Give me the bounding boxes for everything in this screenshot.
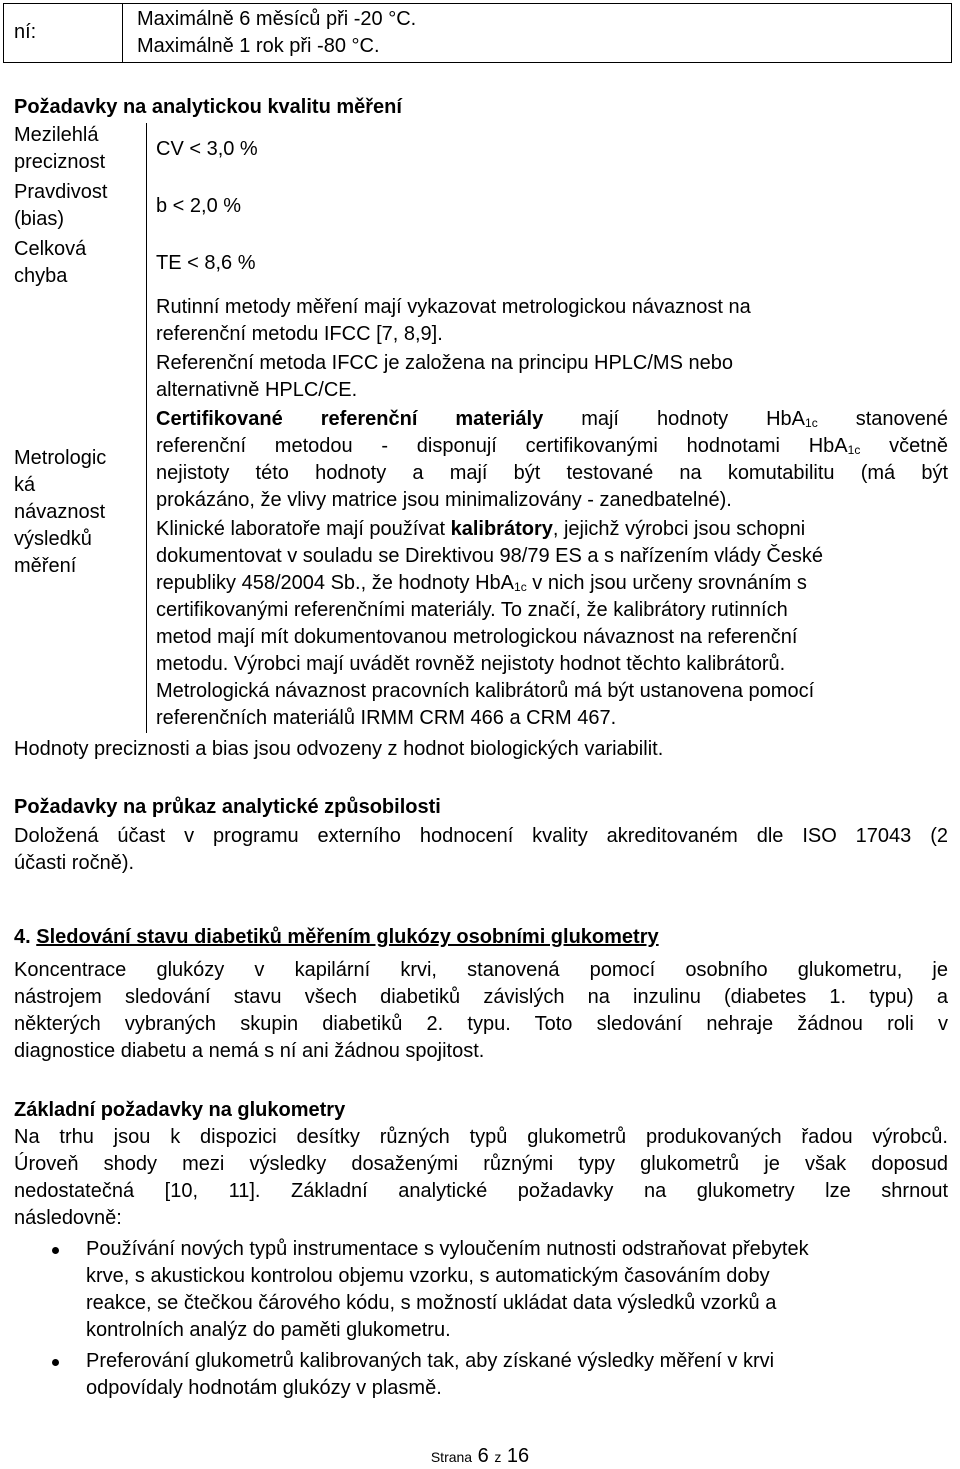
table-column-divider — [146, 123, 147, 733]
requirements-list — [14, 1236, 948, 1402]
bullet-icon — [52, 1359, 59, 1366]
bias-note: Hodnoty preciznosti a bias jsou odvozeny z hodnot biologických variabilit. — [14, 738, 664, 760]
metro-text-line: metodu. Výrobci mají uvádět rovněž nejistoty hodnot těchto kalibrátorů. — [156, 653, 786, 675]
metro-text-line: referenční metodu IFCC [7, 8,9]. — [156, 323, 443, 345]
metro-text-line: Certifikované referenční materiály mají hodnoty HbA$_{1c}$ stanovené — [156, 408, 948, 430]
bullet-icon — [52, 1247, 59, 1254]
metro-label-line: měření — [14, 555, 77, 577]
section-4-para-line: diagnostice diabetu a nemá s ní ani žádnou spojitost. — [14, 1040, 485, 1062]
analytic-heading: Požadavky na analytickou kvalitu měření — [14, 96, 402, 118]
row-label-line: preciznost — [14, 151, 106, 173]
basic-para-line: Úroveň shody mezi výsledky dosaženými různými typy glukometrů je však doposud — [14, 1153, 948, 1175]
list-item-line: Používání nových typů instrumentace s vyloučením nutnosti odstraňovat přebytek — [86, 1238, 809, 1260]
footer-sep: z — [494, 1449, 502, 1465]
metro-text-line: referenčních materiálů IRMM CRM 466 a CRM 467. — [156, 707, 617, 729]
metro-text-line: referenční metodou - disponují certifikovanými hodnotami HbA$_{1c}$ včetně — [156, 435, 949, 457]
list-item-line: reakce, se čtečkou čárového kódu, s možností ukládat data výsledků vzorků a — [86, 1292, 777, 1314]
row-label-line: Celková — [14, 238, 87, 260]
list-item-line: kontrolních analýz do paměti glukometru. — [86, 1319, 451, 1341]
section-4-heading — [14, 924, 659, 951]
section-4-para-line: některých vybraných skupin diabetiků 2. typu. Toto sledování nehraje žádnou roli v — [14, 1013, 948, 1035]
metro-text-line: prokázáno, že vlivy matrice jsou minimalizovány - zanedbatelné). — [156, 489, 732, 511]
row-label-line: Pravdivost — [14, 181, 108, 203]
list-item — [14, 1348, 948, 1402]
metro-text-line: Rutinní metody měření mají vykazovat metrologickou návaznost na — [156, 296, 751, 318]
metro-text-line: nejistoty této hodnoty a mají být testované na komutabilitu (má být — [156, 462, 948, 484]
footer-prefix: Strana — [430, 1449, 473, 1465]
storage-line-2: Maximálně 1 rok při -80 °C. — [137, 35, 380, 57]
section-4-title: Sledování stavu diabetiků měřením glukózy osobními glukometry — [36, 926, 659, 948]
basic-para-line: nedostatečná [10, 11]. Základní analytické požadavky na glukometry lze shrnout — [14, 1180, 948, 1202]
storage-line-1: Maximálně 6 měsíců při -20 °C. — [137, 8, 417, 30]
bias-value: b < 2,0 % — [156, 195, 242, 217]
list-item — [14, 1236, 948, 1344]
box-divider — [122, 4, 123, 62]
metro-text-line: dokumentovat v souladu se Direktivou 98/79 ES a s nařízením vlády České — [156, 545, 824, 567]
metro-label-line: návaznost — [14, 501, 106, 523]
metro-label-line: ká — [14, 474, 36, 496]
proof-text-line: účasti ročně). — [14, 852, 135, 874]
list-item-line: odpovídaly hodnotám glukózy v plasmě. — [86, 1377, 442, 1399]
metro-text-line: Klinické laboratoře mají používat kalibrátory, jejichž výrobci jsou schopni — [156, 518, 806, 540]
list-item-line: Preferování glukometrů kalibrovaných tak, aby získané výsledky měření v krvi — [86, 1350, 775, 1372]
row-label-line: Mezilehlá — [14, 124, 99, 146]
row-label-line: chyba — [14, 265, 68, 287]
section-4-para-line: nástrojem sledování stavu všech diabetiků závislých na inzulinu (diabetes 1. typu) a — [14, 986, 948, 1008]
te-value: TE < 8,6 % — [156, 252, 256, 274]
basic-req-heading: Základní požadavky na glukometry — [14, 1099, 346, 1121]
footer-page: 6 — [477, 1445, 489, 1467]
footer-total: 16 — [506, 1445, 530, 1467]
metro-text-line: certifikovanými referenčními materiály. To značí, že kalibrátory rutinních — [156, 599, 788, 621]
page-footer — [0, 1444, 960, 1469]
metro-text-line: Referenční metoda IFCC je založena na principu HPLC/MS nebo — [156, 352, 733, 374]
proof-text-line: Doložená účast v programu externího hodnocení kvality akreditovaném dle ISO 17043 (2 — [14, 825, 948, 847]
cv-value: CV < 3,0 % — [156, 138, 258, 160]
basic-para-line: Na trhu jsou k dispozici desítky různých typů glukometrů produkovaných řadou výrobců. — [14, 1126, 948, 1148]
metro-text-line: metod mají mít dokumentovanou metrologickou návaznost na referenční — [156, 626, 798, 648]
metro-label-line: Metrologic — [14, 447, 107, 469]
metro-label-line: výsledků — [14, 528, 92, 550]
storage-label: ní: — [14, 21, 37, 43]
metro-text-line: republiky 458/2004 Sb., že hodnoty HbA$_{1c}$ v nich jsou určeny srovnáním s — [156, 572, 807, 594]
section-4-number: 4. — [14, 926, 31, 948]
row-label-line: (bias) — [14, 208, 65, 230]
metro-text-line: Metrologická návaznost pracovních kalibrátorů má být ustanovena pomocí — [156, 680, 815, 702]
basic-para-line: následovně: — [14, 1207, 122, 1229]
section-4-para-line: Koncentrace glukózy v kapilární krvi, stanovená pomocí osobního glukometru, je — [14, 959, 948, 981]
proof-heading: Požadavky na průkaz analytické způsobilosti — [14, 796, 441, 818]
list-item-line: krve, s akustickou kontrolou objemu vzorku, s automatickým časováním doby — [86, 1265, 770, 1287]
metro-text-line: alternativně HPLC/CE. — [156, 379, 358, 401]
